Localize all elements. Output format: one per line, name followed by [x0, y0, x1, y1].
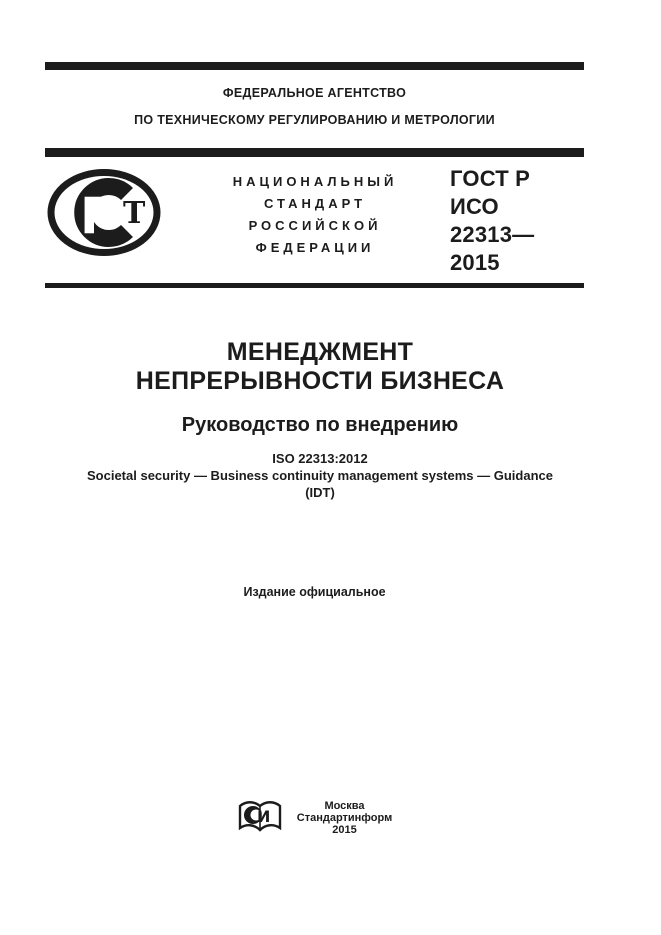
publisher-block: [45, 798, 584, 838]
standartinform-logo-icon: [237, 798, 283, 838]
designation-line2: 22313—: [450, 222, 535, 247]
publisher-name: Стандартинформ: [296, 812, 393, 824]
national-standard-label: [175, 171, 455, 259]
std-label-line3: РОССИЙСКОЙ: [248, 218, 382, 233]
designation-line1: ГОСТ Р ИСО: [450, 166, 531, 219]
official-edition-note: Издание официальное: [243, 585, 386, 599]
document-title: [30, 338, 610, 396]
std-label-line1: НАЦИОНАЛЬНЫЙ: [232, 174, 398, 189]
title-line1: МЕНЕДЖМЕНТ: [226, 338, 414, 366]
title-line2: НЕПРЕРЫВНОСТИ БИЗНЕСА: [135, 367, 505, 395]
designation-line3: 2015: [450, 250, 500, 275]
document-subtitle: Руководство по внедрению: [181, 414, 459, 436]
publisher-imprint: [297, 800, 392, 836]
agency-header-line1: ФЕДЕРАЛЬНОЕ АГЕНТСТВО: [222, 86, 407, 100]
agency-header-line2: ПО ТЕХНИЧЕСКОМУ РЕГУЛИРОВАНИЮ И МЕТРОЛОГИИ: [134, 113, 495, 127]
svg-text:Р: Р: [80, 187, 117, 245]
band-bottom-rule: [45, 283, 584, 288]
document-title-block: [30, 338, 610, 437]
publisher-city: Москва: [324, 800, 365, 812]
top-rule: [45, 62, 584, 70]
iso-title-en: Societal security — Business continuity management systems — Guidance: [87, 468, 553, 483]
svg-text:Т: Т: [123, 196, 146, 231]
iso-idt-mark: (IDT): [305, 485, 335, 500]
publisher-year: 2015: [332, 824, 357, 836]
iso-reference-block: [30, 450, 610, 501]
standard-designation: [450, 165, 584, 277]
svg-text:И: И: [256, 807, 271, 826]
std-label-line2: СТАНДАРТ: [263, 196, 367, 211]
rst-certification-mark-icon: [47, 169, 161, 256]
standard-brand-band: [45, 157, 584, 283]
std-label-line4: ФЕДЕРАЦИИ: [255, 240, 375, 255]
iso-code: ISO 22313:2012: [272, 451, 368, 466]
header-rule: [45, 148, 584, 157]
